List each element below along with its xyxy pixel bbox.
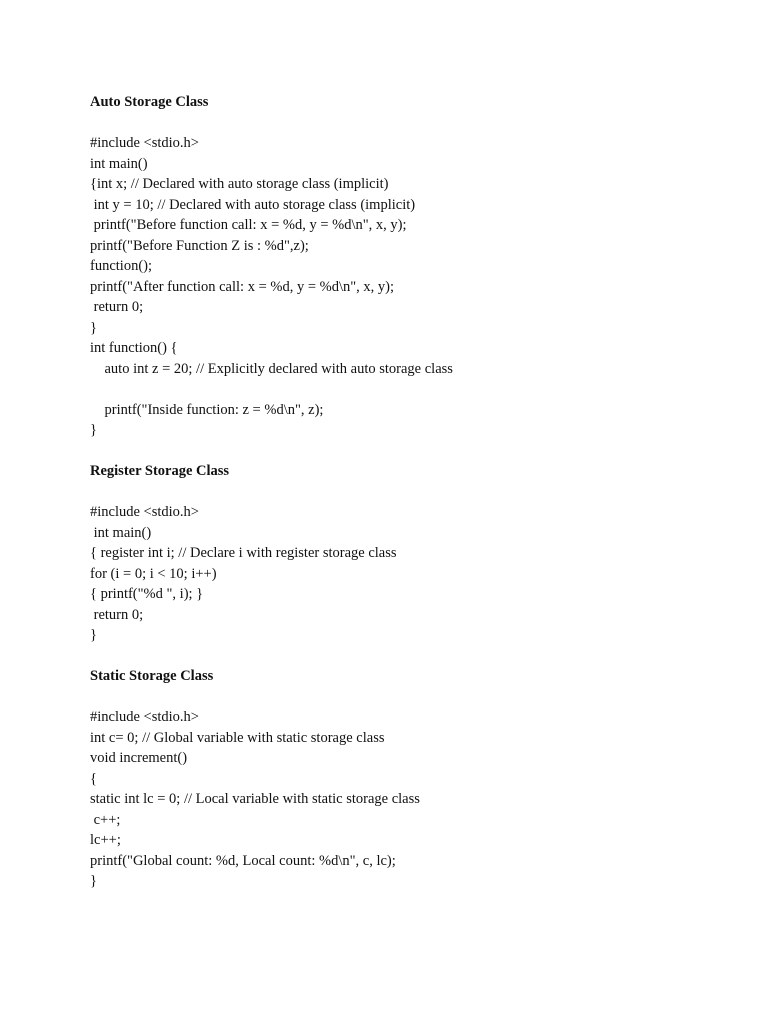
code-line: for (i = 0; i < 10; i++) bbox=[90, 565, 217, 582]
code-line: } bbox=[90, 627, 97, 643]
code-line: int main() bbox=[90, 524, 152, 541]
code-line bbox=[90, 379, 730, 400]
document-page bbox=[90, 92, 730, 892]
code-block bbox=[90, 707, 730, 892]
code-line: auto int z = 20; // Explicitly declared with auto storage class bbox=[90, 360, 453, 377]
spacer bbox=[90, 441, 730, 462]
section-static-storage bbox=[90, 666, 730, 892]
spacer bbox=[90, 687, 730, 708]
code-line: { bbox=[90, 770, 97, 787]
code-line: lc++; bbox=[90, 832, 121, 848]
code-line: int main() bbox=[90, 155, 148, 172]
code-line: void increment() bbox=[90, 750, 188, 766]
code-line: {int x; // Declared with auto storage class (implicit) bbox=[90, 176, 389, 192]
spacer bbox=[90, 646, 730, 667]
spacer bbox=[90, 482, 730, 503]
code-line: c++; bbox=[90, 811, 121, 828]
code-line: function(); bbox=[90, 258, 153, 274]
code-line: { register int i; // Declare i with register storage class bbox=[90, 545, 397, 561]
code-line: int function() { bbox=[90, 340, 178, 356]
code-line: printf("Inside function: z = %d\n", z); bbox=[90, 401, 324, 418]
code-line: #include <stdio.h> bbox=[90, 135, 199, 151]
code-line: printf("Before function call: x = %d, y = %d\n", x, y); bbox=[90, 217, 407, 233]
code-line: printf("Global count: %d, Local count: %d\n", c, lc); bbox=[90, 852, 396, 869]
code-line: #include <stdio.h> bbox=[90, 709, 199, 725]
code-line: return 0; bbox=[90, 299, 144, 315]
code-block bbox=[90, 133, 730, 441]
spacer bbox=[90, 113, 730, 134]
code-line: return 0; bbox=[90, 606, 144, 623]
code-line: } bbox=[90, 873, 97, 889]
code-line: static int lc = 0; // Local variable with static storage class bbox=[90, 791, 420, 807]
section-heading: Static Storage Class bbox=[90, 668, 214, 684]
code-line: printf("Before Function Z is : %d",z); bbox=[90, 237, 309, 254]
section-register-storage bbox=[90, 461, 730, 666]
section-auto-storage bbox=[90, 92, 730, 461]
code-line: int y = 10; // Declared with auto storage class (implicit) bbox=[90, 196, 416, 213]
code-line: #include <stdio.h> bbox=[90, 504, 199, 520]
section-heading: Register Storage Class bbox=[90, 463, 230, 479]
code-line: } bbox=[90, 422, 97, 438]
code-block bbox=[90, 502, 730, 646]
code-line: int c= 0; // Global variable with static storage class bbox=[90, 729, 385, 746]
section-heading: Auto Storage Class bbox=[90, 94, 209, 110]
code-line: { printf("%d ", i); } bbox=[90, 586, 204, 602]
code-line: printf("After function call: x = %d, y = %d\n", x, y); bbox=[90, 278, 395, 295]
code-line: } bbox=[90, 319, 97, 336]
